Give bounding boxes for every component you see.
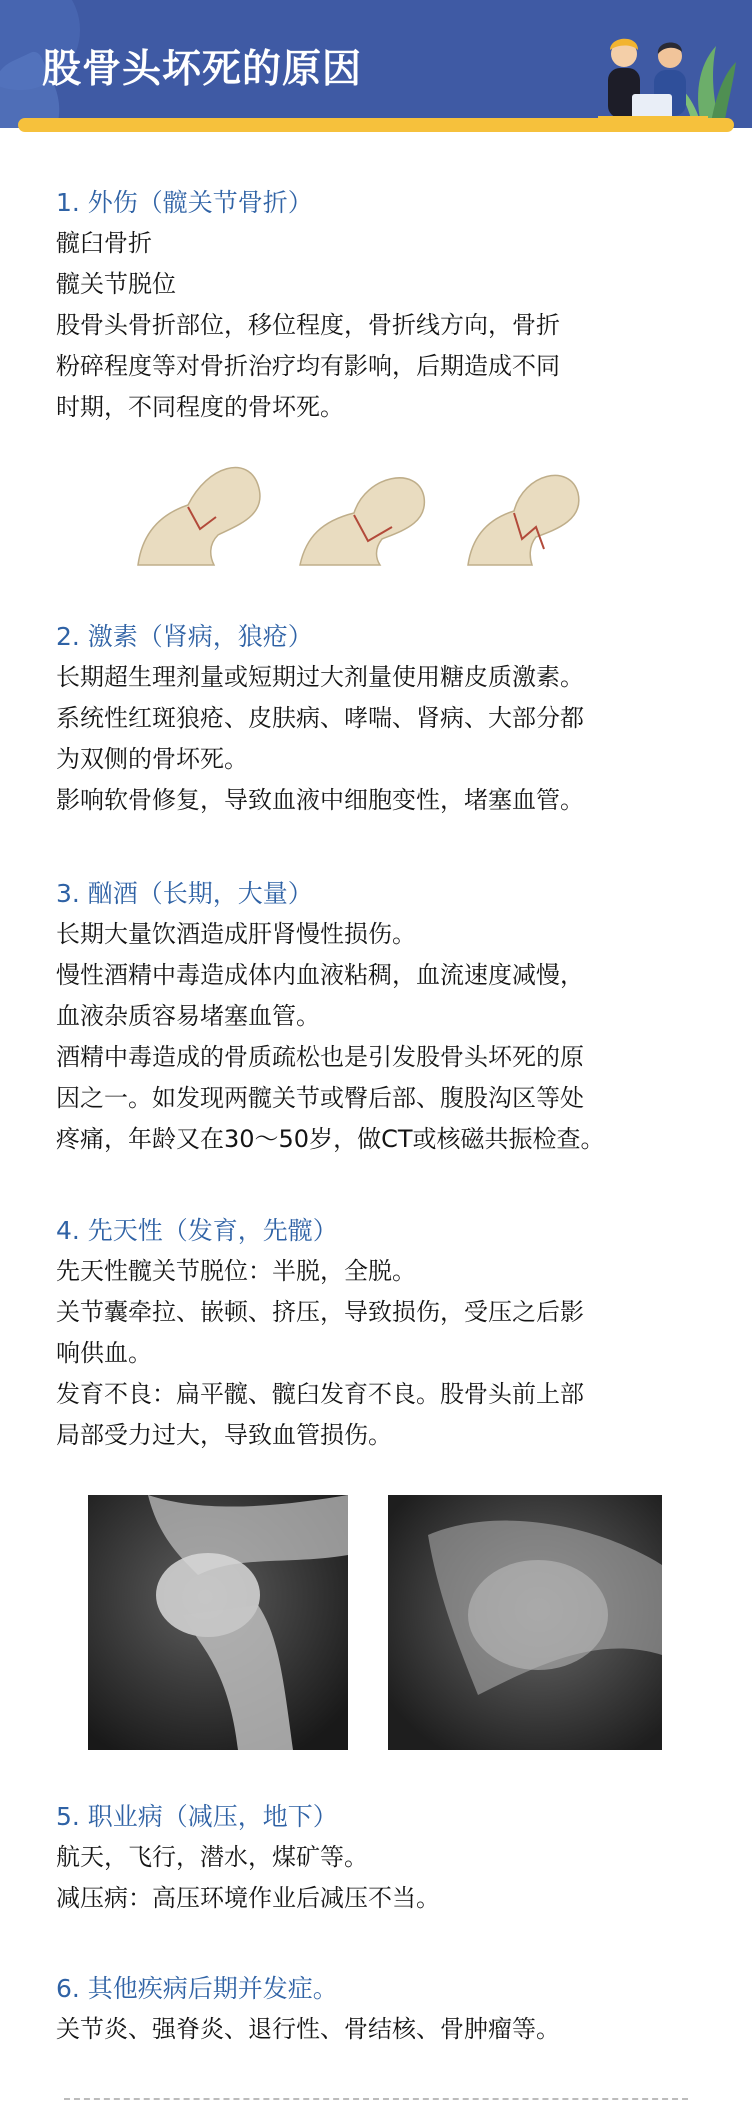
section-line: 系统性红斑狼疮、皮肤病、哮喘、肾病、大部分都 — [56, 704, 584, 732]
section-heading: 1. 外伤（髋关节骨折） — [56, 188, 313, 217]
people-illustration — [598, 16, 738, 128]
section-line: 响供血。 — [56, 1339, 152, 1367]
section-hormone — [56, 617, 706, 821]
section-line: 髋臼骨折 — [56, 229, 152, 257]
section-alcohol — [56, 874, 706, 1160]
section-line: 疼痛，年龄又在30～50岁，做CT或核磁共振检查。 — [56, 1125, 605, 1153]
section-line: 关节炎、强脊炎、退行性、骨结核、骨肿瘤等。 — [56, 2015, 560, 2043]
section-line: 粉碎程度等对骨折治疗均有影响，后期造成不同 — [56, 352, 560, 380]
section-line: 髋关节脱位 — [56, 270, 176, 298]
section-trauma — [56, 183, 706, 428]
section-complications — [56, 1969, 706, 2050]
section-line: 先天性髋关节脱位：半脱，全脱。 — [56, 1257, 416, 1285]
section-line: 发育不良：扁平髋、髋臼发育不良。股骨头前上部 — [56, 1380, 584, 1408]
page-title: 股骨头坏死的原因 — [42, 47, 363, 92]
section-line: 因之一。如发现两髋关节或臀后部、腹股沟区等处 — [56, 1084, 584, 1112]
section-occupational — [56, 1797, 706, 1919]
femur-fracture-illustration — [118, 445, 618, 575]
section-line: 局部受力过大，导致血管损伤。 — [56, 1421, 392, 1449]
hip-xray-right — [388, 1495, 662, 1750]
section-line: 股骨头骨折部位，移位程度，骨折线方向，骨折 — [56, 311, 560, 339]
section-line: 酒精中毒造成的骨质疏松也是引发股骨头坏死的原 — [56, 1043, 584, 1071]
hip-xray-left — [88, 1495, 348, 1750]
section-line: 慢性酒精中毒造成体内血液粘稠，血流速度减慢， — [56, 961, 584, 989]
section-heading: 6. 其他疾病后期并发症。 — [56, 1974, 338, 2003]
section-line: 为双侧的骨坏死。 — [56, 745, 248, 773]
section-heading: 4. 先天性（发育，先髋） — [56, 1216, 338, 1245]
divider — [64, 2098, 688, 2100]
section-line: 血液杂质容易堵塞血管。 — [56, 1002, 320, 1030]
section-line: 时期，不同程度的骨坏死。 — [56, 393, 344, 421]
header-banner — [0, 0, 752, 128]
section-line: 影响软骨修复，导致血液中细胞变性，堵塞血管。 — [56, 786, 584, 814]
section-heading: 2. 激素（肾病，狼疮） — [56, 622, 313, 651]
section-line: 关节囊牵拉、嵌顿、挤压，导致损伤，受压之后影 — [56, 1298, 584, 1326]
section-heading: 3. 酗酒（长期，大量） — [56, 879, 313, 908]
section-line: 减压病：高压环境作业后减压不当。 — [56, 1884, 440, 1912]
section-line: 长期大量饮酒造成肝肾慢性损伤。 — [56, 920, 416, 948]
section-heading: 5. 职业病（减压，地下） — [56, 1802, 338, 1831]
header-accent-bar — [0, 116, 752, 138]
section-line: 航天，飞行，潜水，煤矿等。 — [56, 1843, 368, 1871]
section-congenital — [56, 1211, 706, 1456]
section-line: 长期超生理剂量或短期过大剂量使用糖皮质激素。 — [56, 663, 584, 691]
